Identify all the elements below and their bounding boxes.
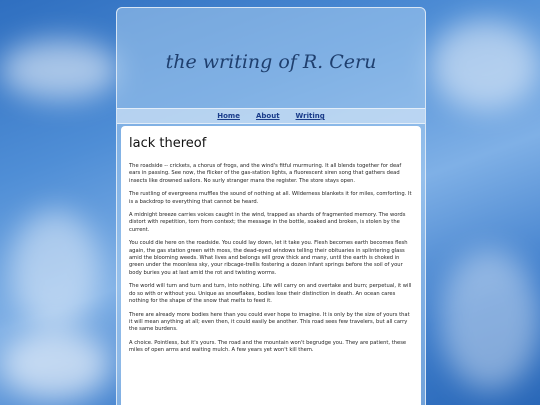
sky-cloud — [0, 40, 120, 100]
page-container — [116, 7, 426, 405]
post-paragraph: The rustling of evergreens muffles the sound of nothing at all. Wilderness blankets it for miles, comforting. It is a backdrop to everything that cannot be heard. — [129, 191, 412, 205]
post-content — [121, 126, 421, 405]
post-paragraph: There are already more bodies here than you could ever hope to imagine. It is only by the size of yours that it will mean anything at all; even then, it could easily be another. This road sees few travelers, but all carry the same burdens. — [129, 311, 410, 333]
sky-cloud — [0, 330, 110, 400]
sky-cloud — [10, 210, 100, 330]
nav-link-about[interactable]: About — [255, 112, 280, 120]
post-paragraph: You could die here on the roadside. You could lay down, let it take you. Flesh becomes earth becomes flesh again, the gas station green with moss, the dead-eyed windows telling their obituaries in splintering glass amid the blooming weeds. What lives and belongs will grow thick and many, until the earth is choked in green under the moonless sky, your ribcage-trellis fostering a dozen infant springs before the soil of your body buries you at last amid the rot and twisting worms. — [129, 240, 408, 276]
site-title: the writing of R. Ceru — [165, 51, 377, 73]
sky-cloud — [440, 250, 540, 390]
nav-link-writing[interactable]: Writing — [295, 112, 325, 120]
post-paragraph: The world will turn and turn and turn, into nothing. Life will carry on and overtake and burn; perpetual, it will do so with or without you. Unique as snowflakes, bodies lose their distinction in death. An ocean cares nothing for the shape of the snow that melts to feed it. — [129, 283, 412, 305]
post-title: lack thereof — [129, 136, 207, 151]
site-header — [117, 8, 425, 108]
post-paragraph: A choice. Pointless, but it's yours. The road and the mountain won't begrudge you. They are patient, these miles of open arms and waiting mulch. A few years yet won't kill them. — [129, 339, 407, 354]
main-nav — [117, 108, 425, 124]
post-paragraph: The roadside -- crickets, a chorus of frogs, and the wind's fitful murmuring. It all blends together for deaf ears in passing. See now, the flicker of the gas-station lights, a fluorescent siren song that gathers dead insects like drowned sailors. No surly stranger mans the register. The store stays open. — [129, 163, 402, 184]
sky-cloud — [430, 20, 540, 110]
nav-link-home[interactable]: Home — [217, 112, 240, 120]
post-paragraph: A midnight breeze carries voices caught in the wind, trapped as shards of fragmented memory. The words distort with repetition, torn from context; the message in the bottle, soaked and broken, is stolen by the current. — [129, 212, 406, 233]
